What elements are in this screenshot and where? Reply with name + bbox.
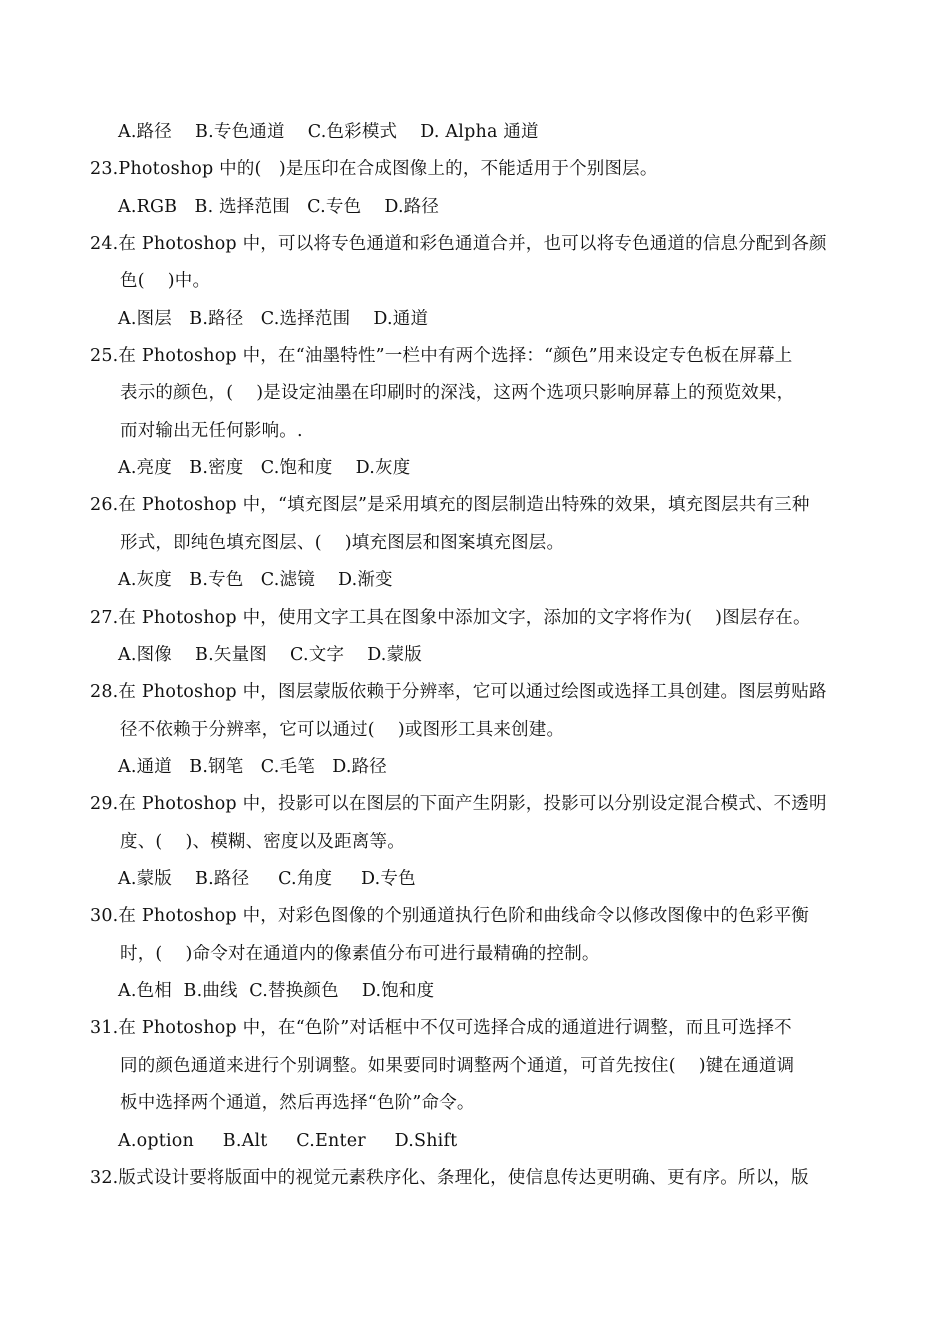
question-29-cont: 度、( )、模糊、密度以及距离等。	[120, 832, 405, 852]
options-25: A.亮度 B.密度 C.饱和度 D.灰度	[118, 458, 411, 478]
question-23: 23.Photoshop 中的( )是压印在合成图像上的，不能适用于个别图层。	[90, 159, 658, 179]
question-29: 29.在 Photoshop 中，投影可以在图层的下面产生阴影，投影可以分别设定混合模式、不透明	[90, 794, 827, 814]
question-24: 24.在 Photoshop 中，可以将专色通道和彩色通道合并，也可以将专色通道的信息分配到各颜	[90, 234, 827, 254]
question-32: 32.版式设计要将版面中的视觉元素秩序化、条理化，使信息传达更明确、更有序。所以，版	[90, 1168, 809, 1188]
question-31-cont-1: 同的颜色通道来进行个别调整。如果要同时调整两个通道，可首先按住( )键在通道调	[120, 1056, 795, 1076]
question-24-cont: 色( )中。	[120, 271, 211, 291]
options-line: A.路径 B.专色通道 C.色彩模式 D. Alpha 通道	[118, 122, 539, 142]
question-30-cont: 时，( )命令对在通道内的像素值分布可进行最精确的控制。	[120, 944, 600, 964]
question-28-cont: 径不依赖于分辨率，它可以通过( )或图形工具来创建。	[120, 720, 565, 740]
options-28: A.通道 B.钢笔 C.毛笔 D.路径	[118, 757, 387, 777]
options-29: A.蒙版 B.路径 C.角度 D.专色	[118, 869, 416, 889]
question-30: 30.在 Photoshop 中，对彩色图像的个别通道执行色阶和曲线命令以修改图像中的色彩平衡	[90, 906, 809, 926]
question-27: 27.在 Photoshop 中，使用文字工具在图象中添加文字，添加的文字将作为( )图层存在。	[90, 608, 811, 628]
options-24: A.图层 B.路径 C.选择范围 D.通道	[118, 309, 429, 329]
question-25-cont-1: 表示的颜色，( )是设定油墨在印刷时的深浅，这两个选项只影响屏幕上的预览效果，	[120, 383, 795, 403]
options-30: A.色相 B.曲线 C.替换颜色 D.饱和度	[118, 981, 435, 1001]
question-25-cont-2: 而对输出无任何影响。.	[120, 421, 303, 441]
question-26: 26.在 Photoshop 中，“填充图层”是采用填充的图层制造出特殊的效果，填充图层共有三种	[90, 495, 810, 515]
question-31-cont-2: 板中选择两个通道，然后再选择“色阶”命令。	[120, 1093, 475, 1113]
question-25: 25.在 Photoshop 中，在“油墨特性”一栏中有两个选择：“颜色”用来设定专色板在屏幕上	[90, 346, 793, 366]
question-26-cont: 形式，即纯色填充图层、( )填充图层和图案填充图层。	[120, 533, 565, 553]
question-28: 28.在 Photoshop 中，图层蒙版依赖于分辨率，它可以通过绘图或选择工具创建。图层剪贴路	[90, 682, 827, 702]
options-26: A.灰度 B.专色 C.滤镜 D.渐变	[118, 570, 393, 590]
options-27: A.图像 B.矢量图 C.文字 D.蒙版	[118, 645, 422, 665]
options-23: A.RGB B. 选择范围 C.专色 D.路径	[118, 197, 440, 217]
options-31: A.option B.Alt C.Enter D.Shift	[118, 1131, 458, 1151]
question-31: 31.在 Photoshop 中，在“色阶”对话框中不仅可选择合成的通道进行调整，而且可选择不	[90, 1018, 792, 1038]
